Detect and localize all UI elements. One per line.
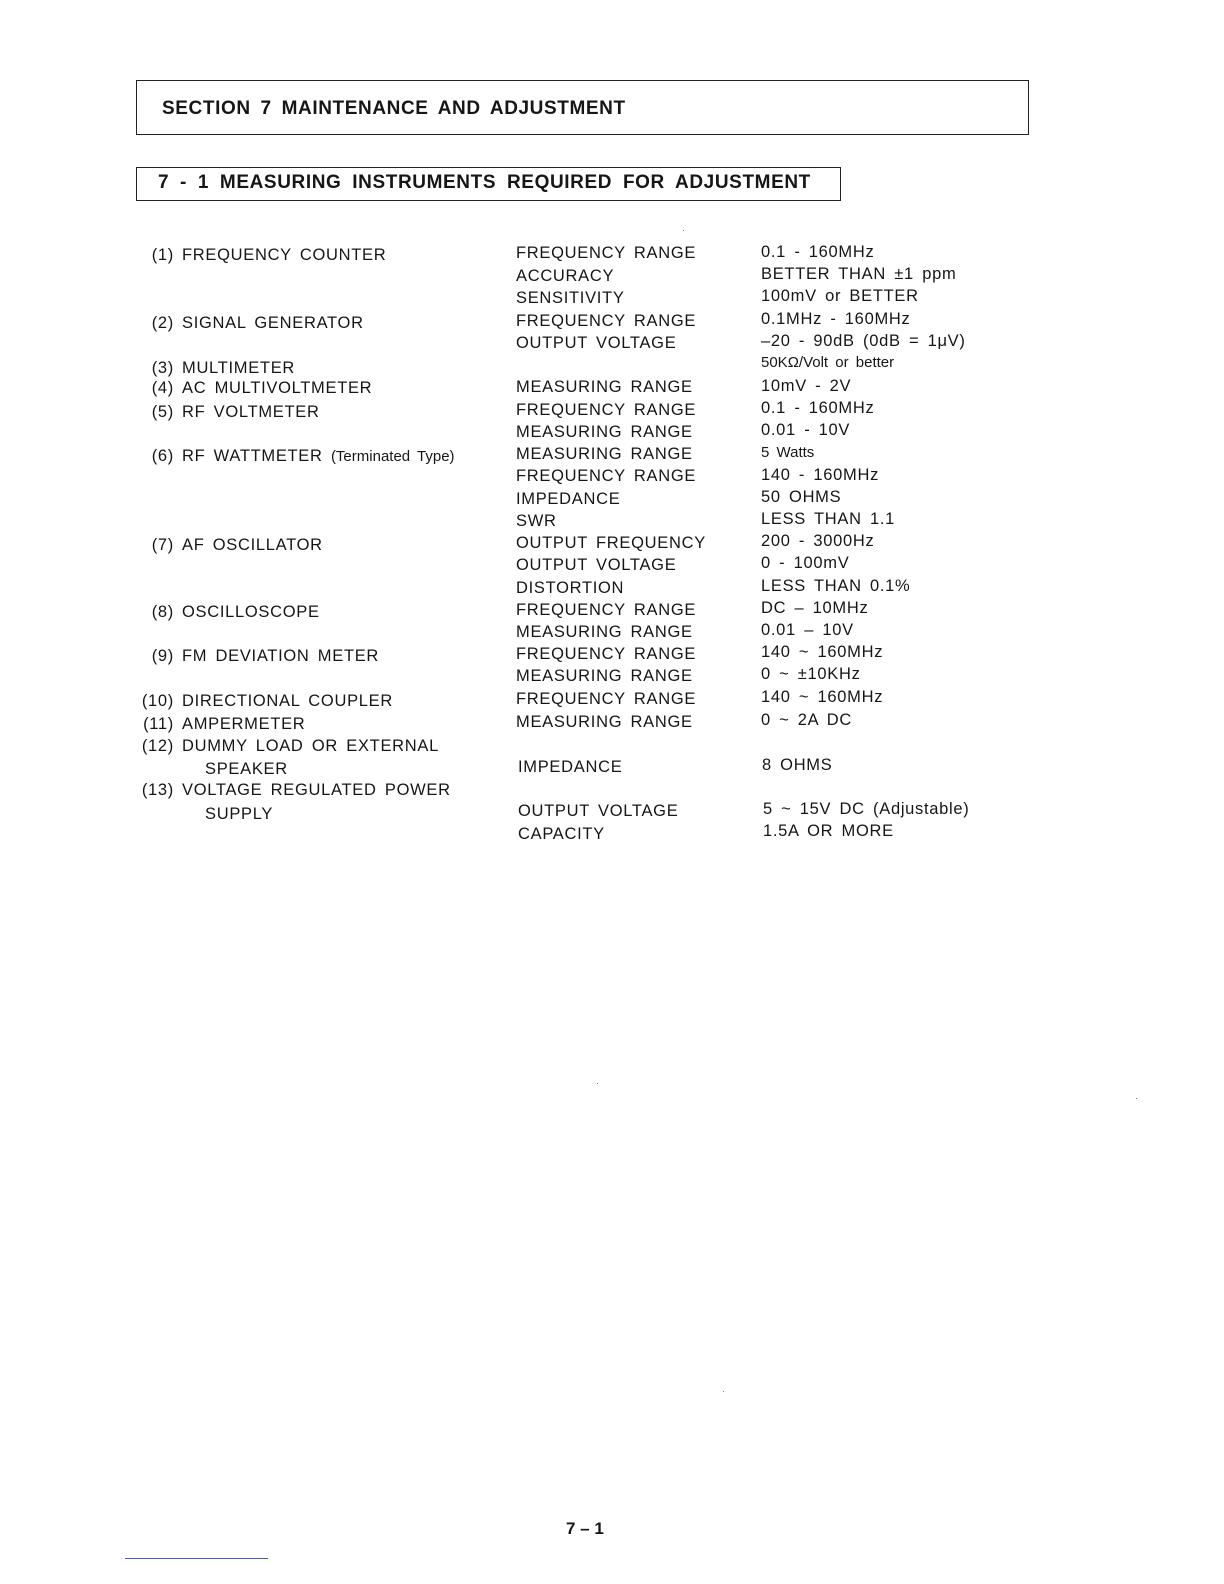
param-value: 0.01 - 10V xyxy=(761,421,851,439)
param-label: ACCURACY xyxy=(516,267,615,285)
subsection-title: 7 - 1 MEASURING INSTRUMENTS REQUIRED FOR ADJUSTMENT xyxy=(158,172,811,193)
param-value: 1.5A OR MORE xyxy=(763,822,894,840)
param-label: SWR xyxy=(516,512,557,530)
param-label: MEASURING RANGE xyxy=(516,423,693,441)
param-value: 0.1MHz - 160MHz xyxy=(761,310,911,328)
param-value: 5 Watts xyxy=(761,444,815,461)
param-label: MEASURING RANGE xyxy=(516,667,693,685)
param-value: 5 ~ 15V DC (Adjustable) xyxy=(763,800,970,818)
param-value: LESS THAN 0.1% xyxy=(761,577,911,595)
param-value: 0 - 100mV xyxy=(761,554,850,572)
param-label: FREQUENCY RANGE xyxy=(516,467,697,485)
param-label: MEASURING RANGE xyxy=(516,623,693,641)
param-label: FREQUENCY RANGE xyxy=(516,690,697,708)
item-number: (6) xyxy=(151,447,174,465)
param-value: 0.1 - 160MHz xyxy=(761,243,875,261)
param-label: FREQUENCY RANGE xyxy=(516,601,697,619)
instrument-note: (Terminated Type) xyxy=(330,448,455,465)
instrument-name: AMPERMETER xyxy=(182,715,306,733)
instrument-name: AF OSCILLATOR xyxy=(182,536,323,554)
param-value: 140 ~ 160MHz xyxy=(761,688,884,706)
instrument-name: FM DEVIATION METER xyxy=(182,647,380,665)
param-label: OUTPUT VOLTAGE xyxy=(516,556,677,574)
instrument-name: MULTIMETER xyxy=(182,359,296,377)
param-label: OUTPUT FREQUENCY xyxy=(516,534,706,552)
param-label: MEASURING RANGE xyxy=(516,378,693,396)
param-label: SENSITIVITY xyxy=(516,289,625,307)
item-number: (10) xyxy=(141,692,174,710)
param-label: FREQUENCY RANGE xyxy=(516,645,697,663)
instrument-name: AC MULTIVOLTMETER xyxy=(182,379,373,397)
param-value: 50KΩ/Volt or better xyxy=(761,354,895,371)
instrument-name: OSCILLOSCOPE xyxy=(182,603,320,621)
item-number: (4) xyxy=(151,379,174,397)
scan-speck xyxy=(723,1391,724,1392)
param-value: –20 - 90dB (0dB = 1μV) xyxy=(761,332,966,350)
param-value: 200 - 3000Hz xyxy=(761,532,875,550)
item-number: (1) xyxy=(151,246,174,264)
item-number: (9) xyxy=(151,647,174,665)
item-number: (5) xyxy=(151,403,174,421)
scan-speck xyxy=(597,1083,598,1084)
param-label: IMPEDANCE xyxy=(516,490,621,508)
footer-rule xyxy=(125,1558,268,1559)
param-value: 0.01 – 10V xyxy=(761,621,854,639)
instrument-name: FREQUENCY COUNTER xyxy=(182,246,387,264)
item-number: (12) xyxy=(141,737,174,755)
param-value: 0 ~ ±10KHz xyxy=(761,665,861,683)
item-number: (11) xyxy=(143,715,174,733)
param-value: 140 - 160MHz xyxy=(761,466,880,484)
param-label: DISTORTION xyxy=(516,579,625,597)
section-title: SECTION 7 MAINTENANCE AND ADJUSTMENT xyxy=(162,98,626,119)
instrument-name: DIRECTIONAL COUPLER xyxy=(182,692,393,710)
param-label: CAPACITY xyxy=(518,825,605,843)
param-value: 100mV or BETTER xyxy=(761,287,919,305)
scan-speck xyxy=(1136,1098,1137,1099)
param-label: OUTPUT VOLTAGE xyxy=(516,334,677,352)
param-value: 0.1 - 160MHz xyxy=(761,399,875,417)
item-number: (3) xyxy=(151,359,174,377)
param-label: FREQUENCY RANGE xyxy=(516,312,697,330)
instrument-name-continued: SUPPLY xyxy=(205,805,274,823)
instrument-name: DUMMY LOAD OR EXTERNAL xyxy=(182,737,439,755)
param-value: DC – 10MHz xyxy=(761,599,869,617)
param-value: 10mV - 2V xyxy=(761,377,852,395)
item-number: (2) xyxy=(151,314,174,332)
instrument-name-text: RF WATTMETER xyxy=(182,447,323,465)
item-number: (7) xyxy=(151,536,174,554)
param-value: 8 OHMS xyxy=(762,756,833,774)
param-value: BETTER THAN ±1 ppm xyxy=(761,265,957,283)
instrument-name: SIGNAL GENERATOR xyxy=(182,314,364,332)
instrument-name-continued: SPEAKER xyxy=(205,760,288,778)
instrument-name: VOLTAGE REGULATED POWER xyxy=(182,781,451,799)
param-label: FREQUENCY RANGE xyxy=(516,401,697,419)
param-value: 0 ~ 2A DC xyxy=(761,711,852,729)
instrument-name: RF VOLTMETER xyxy=(182,403,320,421)
param-label: OUTPUT VOLTAGE xyxy=(518,802,679,820)
param-value: 50 OHMS xyxy=(761,488,842,506)
param-value: LESS THAN 1.1 xyxy=(761,510,896,528)
instrument-name xyxy=(182,446,455,467)
param-value: 140 ~ 160MHz xyxy=(761,643,884,661)
item-number: (13) xyxy=(141,781,174,799)
item-number: (8) xyxy=(151,603,174,621)
param-label: MEASURING RANGE xyxy=(516,713,693,731)
param-label: IMPEDANCE xyxy=(518,758,623,776)
page-number: 7 – 1 xyxy=(566,1519,604,1538)
scan-speck xyxy=(683,230,684,231)
param-label: MEASURING RANGE xyxy=(516,445,693,463)
param-label: FREQUENCY RANGE xyxy=(516,244,697,262)
